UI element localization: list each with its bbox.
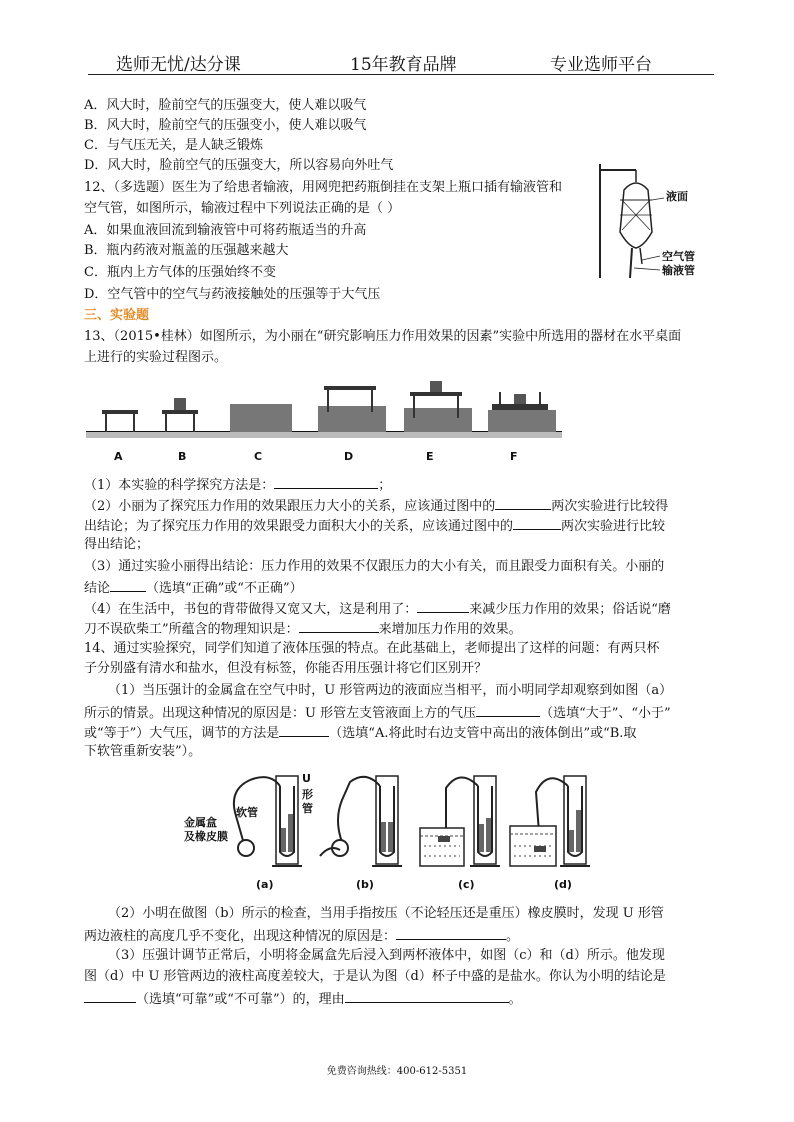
- pressure-experiment-figure: [86, 378, 566, 468]
- q13-stem-2: 上进行的实验过程图示。: [84, 350, 228, 365]
- label-rubber-film: 及橡皮膜: [184, 830, 228, 843]
- fig-letter-d: D: [344, 450, 354, 463]
- label-infusion-tube: 输液管: [662, 264, 695, 277]
- q13-s1-text: （1）本实验的科学探究方法是：: [84, 478, 275, 493]
- infusion-figure: [596, 160, 716, 280]
- q13-s4-blank-1: [417, 598, 469, 613]
- q13-s2-line3: 得出结论；: [84, 537, 150, 552]
- q14-p1-blank-1: [476, 702, 540, 717]
- q12-option-c: C．瓶内上方气体的压强始终不变: [84, 265, 276, 280]
- q13-s1-blank: [274, 474, 378, 489]
- q12-stem-1: 12、（多选题）医生为了给患者输液，用网兜把药瓶倒挂在支架上瓶口插有输液管和: [84, 180, 563, 195]
- header-left: 选师无忧/达分课: [116, 55, 241, 75]
- fig-letter-d: (d): [554, 878, 572, 891]
- q11-option-a: A．风大时，脸前空气的压强变大，使人难以吸气: [84, 98, 367, 113]
- q11-option-c: C．与气压无关，是人缺乏锻炼: [84, 138, 263, 153]
- fig-letter-a: (a): [256, 878, 274, 891]
- q12-stem-2: 空气管，如图所示，输液过程中下列说法正确的是（ ）: [84, 201, 401, 216]
- q14-p3-line1: （3）压强计调节正常后，小明将金属盒先后浸入到两杯液体中，如图（c）和（d）所示。他发现: [108, 948, 665, 963]
- q13-s1-end: ；: [378, 478, 392, 493]
- fig-letter-f: F: [510, 450, 518, 463]
- page-header: [88, 48, 714, 75]
- q13-s3-line2: [84, 577, 303, 599]
- q14-p2-blank: [396, 925, 506, 940]
- q13-stem-1: 13、（2015•桂林）如图所示，为小丽在“研究影响压力作用效果的因素”实验中所选用的器材在水平桌面: [84, 329, 682, 344]
- q13-s2-text-b: 两次实验进行比较得: [551, 499, 669, 514]
- q13-s3-text-c: （选填“正确”或“不正确”）: [146, 581, 303, 596]
- q14-stem-1: 14、通过实验探究，同学们知道了液体压强的特点。在此基础上，老师提出了这样的问题：有两只杯: [84, 641, 660, 656]
- q14-p2-text-c: 。: [506, 929, 520, 944]
- q12-option-d: D．空气管中的空气与药液接触处的压强等于大气压: [84, 287, 381, 302]
- fig-letter-a: A: [114, 450, 123, 463]
- page-footer: 免费咨询热线：400-612-5351: [326, 1066, 468, 1077]
- fig-letter-b: (b): [356, 878, 374, 891]
- q13-s2-line1: [84, 495, 668, 517]
- q13-s3-line1: （3）通过实验小丽得出结论：压力作用的效果不仅跟压力的大小有关，而且跟受力面积有关。小丽的: [84, 559, 665, 574]
- q14-p1-text-e: （选填“A.将此时右边支管中高出的液体倒出”或“B.取: [329, 726, 637, 741]
- q14-p1-line1: （1）当压强计的金属盒在空气中时，U 形管两边的液面应当相平，而小明同学却观察到如图（a）: [108, 683, 673, 698]
- fig-letter-c: (c): [458, 878, 475, 891]
- q14-p2-line2: [84, 925, 519, 947]
- q13-s2-line2: [84, 515, 665, 537]
- q13-s3-text-b: 结论: [84, 581, 111, 596]
- q13-s1: [84, 474, 391, 496]
- q14-p2-line1: （2）小明在做图（b）所示的检查，当用手指按压（不论轻压还是重压）橡皮膜时，发现 U 形管: [108, 906, 664, 921]
- q13-s4-blank-2: [299, 618, 379, 633]
- q13-s2-blank-2: [513, 515, 561, 530]
- q13-s3-blank: [110, 577, 146, 592]
- fig-letter-e: E: [426, 450, 434, 463]
- q11-option-b: B．风大时，脸前空气的压强变小，使人难以吸气: [84, 118, 367, 133]
- q14-p3-blank-2: [345, 988, 509, 1003]
- q11-option-d: D．风大时，脸前空气的压强变大，所以容易向外吐气: [84, 158, 394, 173]
- section-title: 三、实验题: [84, 308, 150, 323]
- q14-p3-text-c: （选填“可靠”或“不可靠”）的，理由: [136, 992, 345, 1007]
- q14-stem-2: 子分别盛有清水和盐水，但没有标签，你能否用压强计将它们区别开？: [84, 661, 488, 676]
- q14-p1-text-d: 或“等于”）大气压，调节的方法是: [84, 726, 280, 741]
- q14-p1-blank-2: [279, 722, 329, 737]
- q13-s2-text-a: （2）小丽为了探究压力作用的效果跟压力大小的关系，应该通过图中的: [84, 499, 496, 514]
- pressure-gauge-drawing: [180, 766, 600, 874]
- q13-s4-text-a: （4）在生活中，书包的背带做得又宽又大，这是利用了：: [84, 602, 418, 617]
- q14-p1-line3: [84, 722, 636, 744]
- label-u-2: 形: [302, 788, 313, 801]
- q13-s4-line1: [84, 598, 671, 620]
- q14-p3-line3: [84, 988, 522, 1010]
- q13-s2-text-d: 两次实验进行比较: [561, 519, 666, 534]
- q12-option-a: A．如果血液回流到输液管中可将药瓶适当的升高: [84, 223, 367, 238]
- fig-letter-b: B: [178, 450, 187, 463]
- q12-option-b: B．瓶内药液对瓶盖的压强越来越大: [84, 243, 289, 258]
- q13-s4-text-c: 刀不误砍柴工”所蕴含的物理知识是：: [84, 622, 299, 637]
- label-soft-tube: 软管: [236, 806, 258, 819]
- label-metal-box: 金属盒: [184, 816, 217, 829]
- q14-p1-text-b: 所示的情景。出现这种情况的原因是：U 形管左支管液面上方的气压: [84, 706, 477, 721]
- header-right: 专业选师平台: [550, 55, 652, 75]
- infusion-drawing: [596, 160, 716, 280]
- q14-p2-text-b: 两边液柱的高度几乎不变化，出现这种情况的原因是：: [84, 929, 397, 944]
- q13-s2-text-c: 出结论；为了探究压力作用的效果跟受力面积大小的关系，应该通过图中的: [84, 519, 514, 534]
- pressure-drawing: [86, 378, 566, 448]
- label-surface: 液面: [666, 190, 688, 203]
- q14-p3-blank-1: [84, 988, 136, 1003]
- label-u-1: U: [302, 772, 311, 785]
- header-center: 15年教育品牌: [350, 55, 457, 75]
- fig-letter-c: C: [254, 450, 263, 463]
- q13-s4-text-d: 来增加压力作用的效果。: [378, 622, 522, 637]
- label-u-3: 管: [302, 802, 313, 815]
- label-air-tube: 空气管: [662, 250, 695, 263]
- q14-p3-text-d: 。: [508, 992, 522, 1007]
- q14-p1-text-c: （选填“大于”、“小于”: [540, 706, 671, 721]
- q13-s4-line2: [84, 618, 522, 640]
- pressure-gauge-figure: [180, 766, 600, 896]
- q13-s4-text-b: 来减少压力作用的效果；俗话说“磨: [469, 602, 671, 617]
- q14-p1-line4: 下软管重新安装”）。: [84, 744, 202, 759]
- q14-p3-line2: 图（d）中 U 形管两边的液柱高度差较大，于是认为图（d）杯子中盛的是盐水。你认为小明的结论是: [84, 969, 666, 984]
- q14-p1-line2: [84, 702, 671, 724]
- q13-s2-blank-1: [495, 495, 551, 510]
